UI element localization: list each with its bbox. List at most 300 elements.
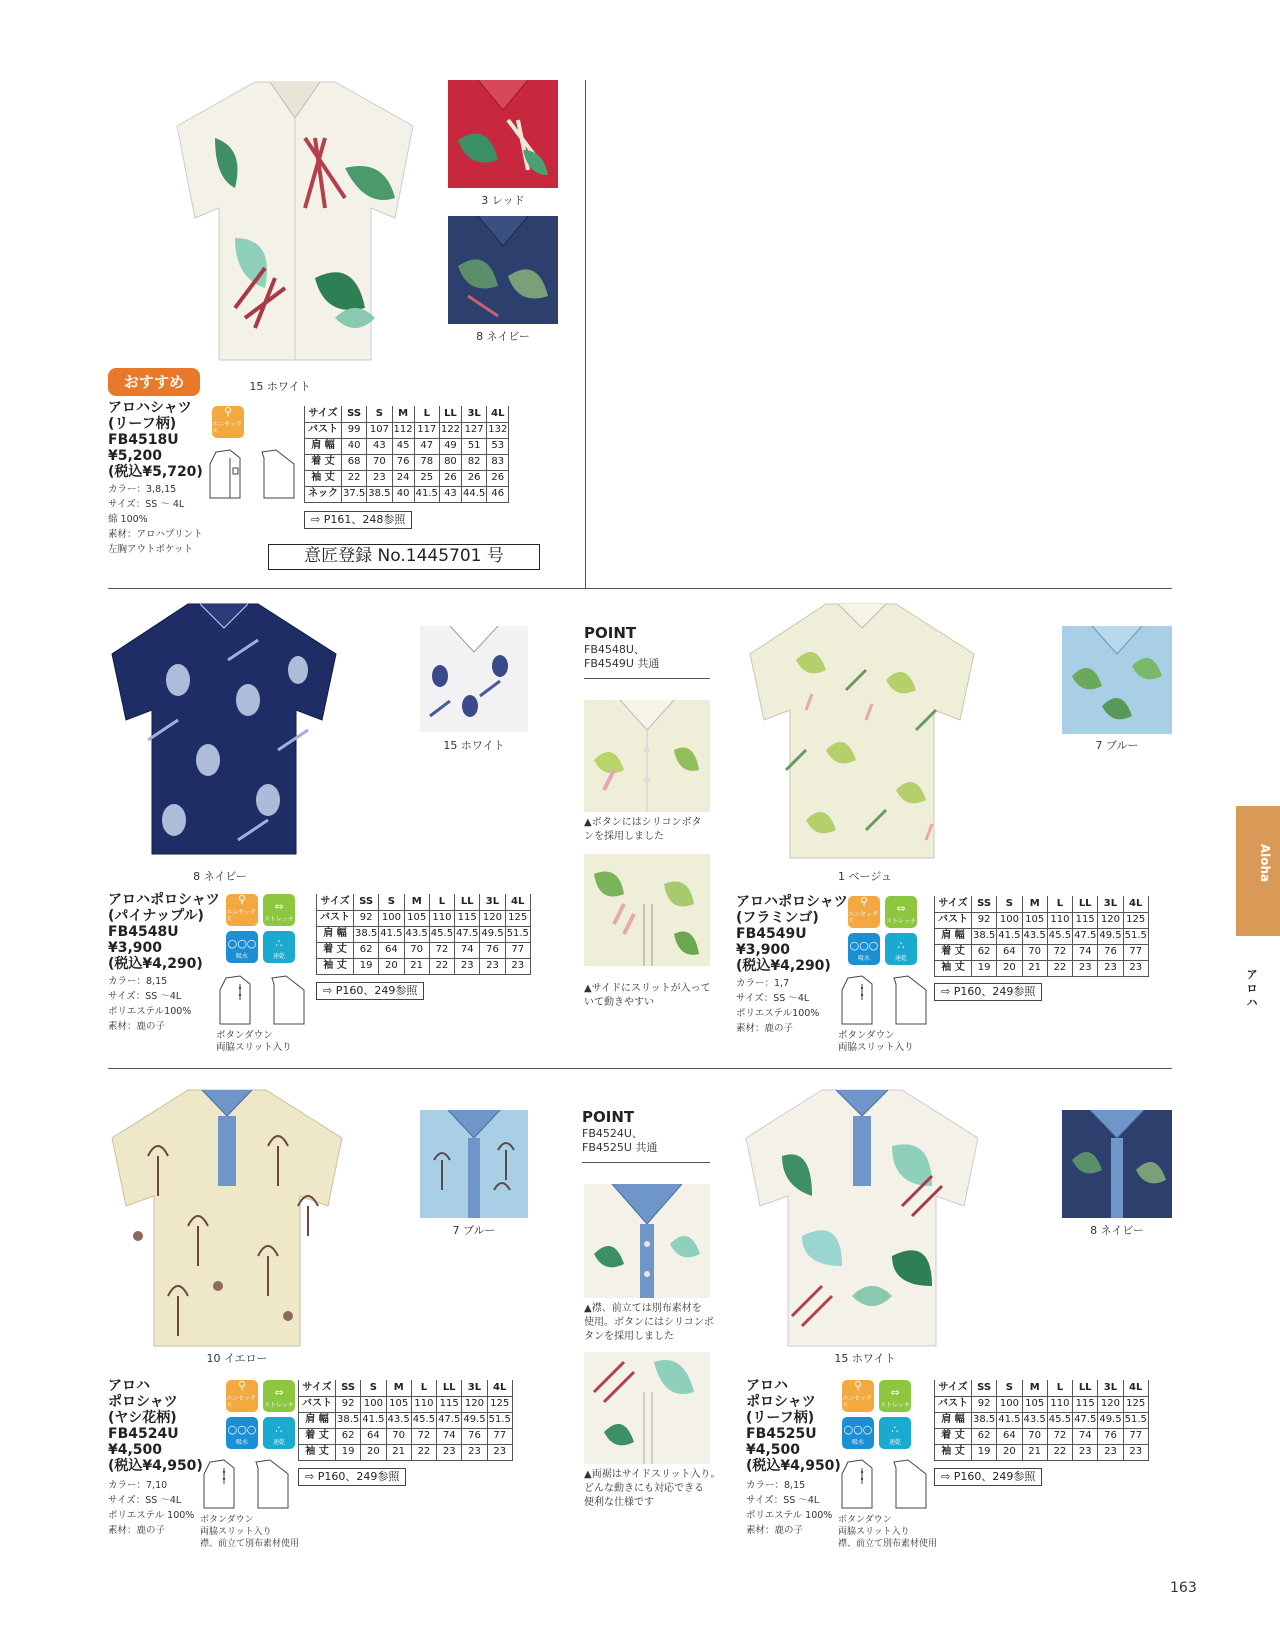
size-row	[299, 1428, 513, 1444]
size-cell: 22	[429, 958, 454, 974]
size-cell: 125	[1123, 912, 1148, 928]
size-cell: L	[414, 406, 439, 422]
flat-note-line: ボタンダウン	[216, 1030, 273, 1041]
detail-line: 綿 100%	[108, 514, 148, 525]
size-row-label: 袖 丈	[935, 1444, 972, 1460]
section-tab-jp	[1244, 968, 1260, 1010]
size-cell: 117	[414, 422, 439, 438]
point-heading: POINT	[582, 1108, 635, 1126]
size-cell: LL	[439, 406, 461, 422]
feature-icons	[226, 894, 295, 963]
size-cell: 132	[487, 422, 509, 438]
size-row	[317, 958, 531, 974]
size-cell: LL	[437, 1380, 462, 1396]
size-cell: SS	[336, 1380, 361, 1396]
size-cell: LL	[1073, 896, 1098, 912]
size-cell: 4L	[1123, 896, 1148, 912]
size-row-label: サイズ	[299, 1380, 336, 1396]
size-row-label: 肩 幅	[299, 1412, 336, 1428]
size-cell: 3L	[1098, 896, 1123, 912]
detail-line: サイズ：SS ～4L	[108, 991, 182, 1002]
feature-icons	[842, 1380, 911, 1449]
size-cell: 72	[1047, 1428, 1072, 1444]
size-cell: 47	[414, 438, 439, 454]
size-row-label: バスト	[305, 422, 342, 438]
product-price-tax: (税込¥4,290)	[736, 958, 831, 974]
size-cell: 70	[367, 454, 392, 470]
size-cell: 47.5	[455, 926, 480, 942]
unisex-icon: ⚲ ユニセックス	[842, 1380, 874, 1412]
size-cell: 4L	[487, 1380, 512, 1396]
size-row-label: バスト	[317, 910, 354, 926]
polo-flat-sketch	[200, 1458, 292, 1510]
product-code: FB4525U	[746, 1426, 817, 1442]
size-row	[317, 942, 531, 958]
product-price: ¥3,900	[108, 940, 163, 956]
size-cell: 46	[487, 486, 509, 502]
photo-fb4548u-white	[420, 626, 528, 732]
feature-icons	[848, 896, 917, 965]
size-row-label: 袖 丈	[317, 958, 354, 974]
size-row	[305, 422, 509, 438]
size-cell: 127	[461, 422, 486, 438]
photo-fb4525u-white	[742, 1086, 982, 1350]
point-note	[584, 982, 711, 1010]
size-row	[935, 960, 1149, 976]
stretch-icon: ⇔ ストレッチ	[263, 1380, 295, 1412]
size-row-label: バスト	[299, 1396, 336, 1412]
unisex-icon: ⚲ ユニセックス	[848, 896, 880, 928]
size-cell: 125	[505, 910, 530, 926]
size-cell: 40	[342, 438, 367, 454]
size-header-row	[305, 406, 509, 422]
size-cell: 21	[1022, 1444, 1047, 1460]
size-row	[935, 944, 1149, 960]
page-number: 163	[1170, 1580, 1197, 1596]
size-header-row	[935, 896, 1149, 912]
size-cell: 19	[354, 958, 379, 974]
size-cell: 38.5	[367, 486, 392, 502]
recommend-badge: おすすめ	[108, 368, 200, 396]
size-row	[305, 470, 509, 486]
size-cell: 51	[461, 438, 486, 454]
point-codes	[584, 643, 659, 671]
section-tab-label: Aloha	[1258, 843, 1273, 883]
flat-note-line: 両脇スリット入り	[216, 1042, 292, 1053]
flat-note-line: 両脇スリット入り	[838, 1042, 914, 1053]
main-photo-caption: 10 イエロー	[206, 1352, 268, 1365]
size-row	[935, 1428, 1149, 1444]
photo-fb4549u-beige	[746, 600, 978, 862]
size-cell: 26	[461, 470, 486, 486]
size-row-label: 肩 幅	[935, 928, 972, 944]
product-name-line1: アロハシャツ	[108, 400, 192, 416]
size-cell: 21	[386, 1444, 411, 1460]
size-cell: 26	[487, 470, 509, 486]
size-cell: 38.5	[972, 1412, 997, 1428]
page-reference[interactable]: ⇨ P160、249参照	[298, 1468, 406, 1486]
point-note	[584, 1302, 714, 1344]
detail-line: サイズ：SS ～ 4L	[108, 499, 185, 510]
size-cell: 47.5	[1073, 1412, 1098, 1428]
water-absorb-icon: ○○○ 吸水	[842, 1417, 874, 1449]
size-cell: 62	[972, 1428, 997, 1444]
detail-line: 左胸アウトポケット	[108, 544, 194, 555]
product-code: FB4549U	[736, 926, 807, 942]
size-cell: S	[361, 1380, 386, 1396]
page-reference[interactable]: ⇨ P160、249参照	[934, 1468, 1042, 1486]
point-note-line: ンを採用しました	[584, 831, 664, 842]
feature-icons	[212, 406, 281, 438]
size-row	[305, 438, 509, 454]
size-cell: 70	[386, 1428, 411, 1444]
size-cell: 115	[455, 910, 480, 926]
size-cell: 125	[1123, 1396, 1148, 1412]
product-name-line2: (フラミンゴ)	[736, 910, 819, 926]
size-cell: 72	[429, 942, 454, 958]
variant-caption: 7 ブルー	[452, 1224, 496, 1237]
size-cell: 23	[505, 958, 530, 974]
point-note-line: ▲襟、前立ては別布素材を	[584, 1303, 702, 1314]
size-cell: L	[1047, 1380, 1072, 1396]
size-cell: 74	[1073, 944, 1098, 960]
point-code-line: FB4548U、	[584, 643, 645, 656]
size-cell: 105	[404, 910, 429, 926]
size-cell: 77	[1123, 1428, 1148, 1444]
size-cell: 51.5	[505, 926, 530, 942]
size-cell: 72	[1047, 944, 1072, 960]
product-price-tax: (税込¥4,950)	[108, 1458, 203, 1474]
size-row	[317, 926, 531, 942]
size-cell: 125	[487, 1396, 512, 1412]
size-cell: 4L	[1123, 1380, 1148, 1396]
size-cell: 45	[392, 438, 414, 454]
size-cell: 53	[487, 438, 509, 454]
size-cell: 92	[336, 1396, 361, 1412]
size-cell: 92	[972, 912, 997, 928]
flat-note-line: 襟、前立て別布素材使用	[838, 1539, 938, 1549]
size-row	[317, 910, 531, 926]
size-cell: 23	[437, 1444, 462, 1460]
size-row-label: ネック	[305, 486, 342, 502]
stretch-icon: ⇔ ストレッチ	[885, 896, 917, 928]
product-name-line1: アロハポロシャツ	[108, 892, 220, 908]
size-cell: 23	[1098, 1444, 1123, 1460]
size-cell: M	[386, 1380, 411, 1396]
point-note-line: ▲ボタンにはシリコンボタ	[584, 817, 702, 828]
size-table-fb4549u	[934, 896, 1149, 977]
detail-line: ポリエステル100%	[736, 1008, 820, 1019]
size-cell: 49.5	[1098, 928, 1123, 944]
unisex-icon: ⚲ ユニセックス	[226, 1380, 258, 1412]
size-cell: 100	[361, 1396, 386, 1412]
size-cell: 77	[505, 942, 530, 958]
size-row-label: 袖 丈	[935, 960, 972, 976]
size-cell: 77	[487, 1428, 512, 1444]
flat-note-line: ボタンダウン	[838, 1515, 892, 1525]
flat-note-line: ボタンダウン	[200, 1515, 254, 1525]
detail-line: カラー：7,10	[108, 1480, 168, 1491]
flat-note-line: 両脇スリット入り	[838, 1527, 910, 1537]
product-price: ¥4,500	[108, 1442, 163, 1458]
point-note-line: 便利な仕様です	[584, 1497, 654, 1508]
flat-note	[216, 1030, 292, 1054]
photo-fb4549u-blue	[1062, 626, 1172, 734]
size-cell: 76	[1098, 944, 1123, 960]
size-cell: L	[411, 1380, 436, 1396]
size-row-label: 袖 丈	[305, 470, 342, 486]
size-cell: 92	[972, 1396, 997, 1412]
size-cell: 45.5	[429, 926, 454, 942]
product-title	[108, 892, 220, 972]
size-cell: 80	[439, 454, 461, 470]
photo-fb4525u-navy	[1062, 1110, 1172, 1218]
unisex-icon: ⚲ ユニセックス	[212, 406, 244, 438]
main-photo-caption: 1 ベージュ	[837, 870, 893, 883]
size-cell: 74	[437, 1428, 462, 1444]
size-cell: 76	[462, 1428, 487, 1444]
variant-caption: 8 ネイビー	[476, 330, 530, 343]
point-photo-slit	[584, 854, 710, 966]
flat-note-line: 襟、前立て別布素材使用	[200, 1539, 300, 1549]
size-cell: S	[997, 1380, 1022, 1396]
size-cell: 43	[367, 438, 392, 454]
point-code-line: FB4549U 共通	[584, 657, 660, 670]
section-tab-aloha[interactable]	[1236, 806, 1280, 936]
size-cell: 41.5	[414, 486, 439, 502]
photo-fb4548u-navy	[108, 600, 340, 858]
page-reference[interactable]: ⇨ P161、248参照	[304, 511, 412, 529]
polo-flat-sketch	[838, 974, 930, 1026]
size-cell: M	[392, 406, 414, 422]
size-cell: 115	[1073, 1396, 1098, 1412]
page-reference[interactable]: ⇨ P160、249参照	[316, 982, 424, 1000]
product-name-line2: (パイナップル)	[108, 908, 204, 924]
size-cell: 68	[342, 454, 367, 470]
size-cell: M	[404, 894, 429, 910]
size-cell: 105	[1022, 1396, 1047, 1412]
size-cell: 115	[1073, 912, 1098, 928]
size-row-label: サイズ	[317, 894, 354, 910]
detail-line: 素材：アロハプリント	[108, 529, 203, 540]
size-row-label: バスト	[935, 912, 972, 928]
size-table-fb4524u	[298, 1380, 513, 1461]
size-cell: 21	[404, 958, 429, 974]
size-cell: 23	[1123, 1444, 1148, 1460]
size-row-label: サイズ	[305, 406, 342, 422]
size-cell: 37.5	[342, 486, 367, 502]
point-note-line: タンを採用しました	[584, 1331, 674, 1342]
section-tab-jp-char: ロ	[1246, 982, 1258, 995]
point-photo-button	[584, 700, 710, 812]
size-cell: 76	[480, 942, 505, 958]
size-cell: 78	[414, 454, 439, 470]
size-cell: 110	[1047, 1396, 1072, 1412]
size-cell: 20	[997, 960, 1022, 976]
detail-line: ポリエステル100%	[108, 1006, 192, 1017]
size-cell: 49.5	[480, 926, 505, 942]
point-photo-hem	[584, 1352, 710, 1464]
size-cell: 70	[404, 942, 429, 958]
size-cell: 23	[462, 1444, 487, 1460]
size-row-label: サイズ	[935, 1380, 972, 1396]
size-cell: 22	[1047, 1444, 1072, 1460]
size-cell: 3L	[462, 1380, 487, 1396]
product-details	[736, 976, 819, 1036]
size-cell: 47.5	[437, 1412, 462, 1428]
size-cell: 25	[414, 470, 439, 486]
product-name-line3: (リーフ柄)	[746, 1410, 815, 1426]
size-row-label: バスト	[935, 1396, 972, 1412]
product-details	[108, 482, 203, 557]
size-cell: 41.5	[997, 1412, 1022, 1428]
size-row	[935, 912, 1149, 928]
size-cell: 23	[1123, 960, 1148, 976]
size-cell: S	[997, 896, 1022, 912]
size-cell: S	[379, 894, 404, 910]
detail-line: サイズ：SS ～4L	[736, 993, 810, 1004]
size-cell: 41.5	[997, 928, 1022, 944]
size-cell: 3L	[480, 894, 505, 910]
product-price: ¥3,900	[736, 942, 791, 958]
size-cell: 82	[461, 454, 486, 470]
detail-line: カラー：3,8,15	[108, 484, 177, 495]
detail-line: 素材：鹿の子	[108, 1525, 166, 1536]
product-name-line3: (ヤシ花柄)	[108, 1410, 177, 1426]
unisex-icon: ⚲ ユニセックス	[226, 894, 258, 926]
detail-line: ポリエステル 100%	[746, 1510, 833, 1521]
size-row	[305, 454, 509, 470]
size-cell: 47.5	[1073, 928, 1098, 944]
size-cell: 122	[439, 422, 461, 438]
main-photo-caption: 15 ホワイト	[834, 1352, 896, 1365]
size-cell: 19	[972, 1444, 997, 1460]
size-cell: 49	[439, 438, 461, 454]
product-details	[746, 1478, 832, 1538]
size-cell: LL	[1073, 1380, 1098, 1396]
size-row-label: 肩 幅	[317, 926, 354, 942]
size-row-label: 着 丈	[299, 1428, 336, 1444]
size-cell: 64	[997, 944, 1022, 960]
product-name-line2: ポロシャツ	[108, 1394, 178, 1410]
size-cell: 22	[1047, 960, 1072, 976]
size-cell: LL	[455, 894, 480, 910]
size-header-row	[935, 1380, 1149, 1396]
size-cell: 110	[1047, 912, 1072, 928]
size-cell: 51.5	[1123, 1412, 1148, 1428]
size-row	[305, 486, 509, 502]
size-cell: 70	[1022, 944, 1047, 960]
size-row-label: 着 丈	[317, 942, 354, 958]
size-cell: 23	[487, 1444, 512, 1460]
size-cell: 22	[342, 470, 367, 486]
size-cell: M	[1022, 896, 1047, 912]
size-cell: 3L	[1098, 1380, 1123, 1396]
size-cell: 20	[379, 958, 404, 974]
size-header-row	[299, 1380, 513, 1396]
product-price-tax: (税込¥4,950)	[746, 1458, 841, 1474]
size-cell: 49.5	[1098, 1412, 1123, 1428]
point-underline	[582, 1162, 710, 1163]
size-cell: 45.5	[411, 1412, 436, 1428]
flat-note	[838, 1030, 914, 1054]
product-price-tax: (税込¥4,290)	[108, 956, 203, 972]
detail-line: ポリエステル 100%	[108, 1510, 195, 1521]
size-cell: 110	[429, 910, 454, 926]
size-cell: 100	[997, 1396, 1022, 1412]
size-cell: 120	[1098, 912, 1123, 928]
point-underline	[584, 678, 710, 679]
size-cell: SS	[354, 894, 379, 910]
product-details	[108, 1478, 194, 1538]
quick-dry-icon: ∴ 速乾	[885, 933, 917, 965]
size-cell: 62	[972, 944, 997, 960]
size-row	[299, 1412, 513, 1428]
product-price: ¥4,500	[746, 1442, 801, 1458]
size-cell: 19	[336, 1444, 361, 1460]
size-row	[935, 1396, 1149, 1412]
product-price: ¥5,200	[108, 448, 163, 464]
size-cell: 41.5	[361, 1412, 386, 1428]
size-cell: SS	[972, 1380, 997, 1396]
size-cell: 38.5	[354, 926, 379, 942]
section-tab-jp-char: ハ	[1246, 996, 1258, 1009]
size-cell: 22	[411, 1444, 436, 1460]
point-code-line: FB4525U 共通	[582, 1141, 658, 1154]
shirt-flat-sketch	[206, 448, 298, 500]
size-cell: 44.5	[461, 486, 486, 502]
size-row	[935, 1444, 1149, 1460]
size-cell: 43.5	[1022, 928, 1047, 944]
page-reference[interactable]: ⇨ P160、249参照	[934, 983, 1042, 1001]
photo-fb4518u-navy	[448, 216, 558, 324]
size-cell: 72	[411, 1428, 436, 1444]
point-photo-collar	[584, 1184, 710, 1298]
size-cell: 100	[997, 912, 1022, 928]
quick-dry-icon: ∴ 速乾	[263, 1417, 295, 1449]
photo-fb4518u-white	[175, 78, 415, 366]
detail-line: 素材：鹿の子	[736, 1023, 794, 1034]
size-header-row	[317, 894, 531, 910]
size-table-fb4518u	[304, 406, 509, 503]
detail-line: サイズ：SS ～4L	[108, 1495, 182, 1506]
product-name-line2: (リーフ柄)	[108, 416, 177, 432]
section-divider-1	[108, 588, 1172, 589]
water-absorb-icon: ○○○ 吸水	[848, 933, 880, 965]
size-cell: 41.5	[379, 926, 404, 942]
water-absorb-icon: ○○○ 吸水	[226, 1417, 258, 1449]
size-cell: 112	[392, 422, 414, 438]
size-cell: 45.5	[1047, 928, 1072, 944]
size-cell: 23	[1073, 1444, 1098, 1460]
size-cell: 83	[487, 454, 509, 470]
detail-line: サイズ：SS ～4L	[746, 1495, 820, 1506]
size-cell: 62	[336, 1428, 361, 1444]
size-cell: 120	[462, 1396, 487, 1412]
point-note	[584, 1468, 721, 1510]
variant-caption: 7 ブルー	[1095, 739, 1139, 752]
detail-line: 素材：鹿の子	[746, 1525, 804, 1536]
size-cell: 92	[354, 910, 379, 926]
point-code-line: FB4524U、	[582, 1127, 643, 1140]
size-cell: 26	[439, 470, 461, 486]
flat-note-line: ボタンダウン	[838, 1030, 895, 1041]
size-cell: 38.5	[336, 1412, 361, 1428]
size-cell: 20	[361, 1444, 386, 1460]
size-cell: 43.5	[404, 926, 429, 942]
size-cell: 70	[1022, 1428, 1047, 1444]
point-note-line: 使用。ボタンにはシリコンボ	[584, 1317, 714, 1328]
